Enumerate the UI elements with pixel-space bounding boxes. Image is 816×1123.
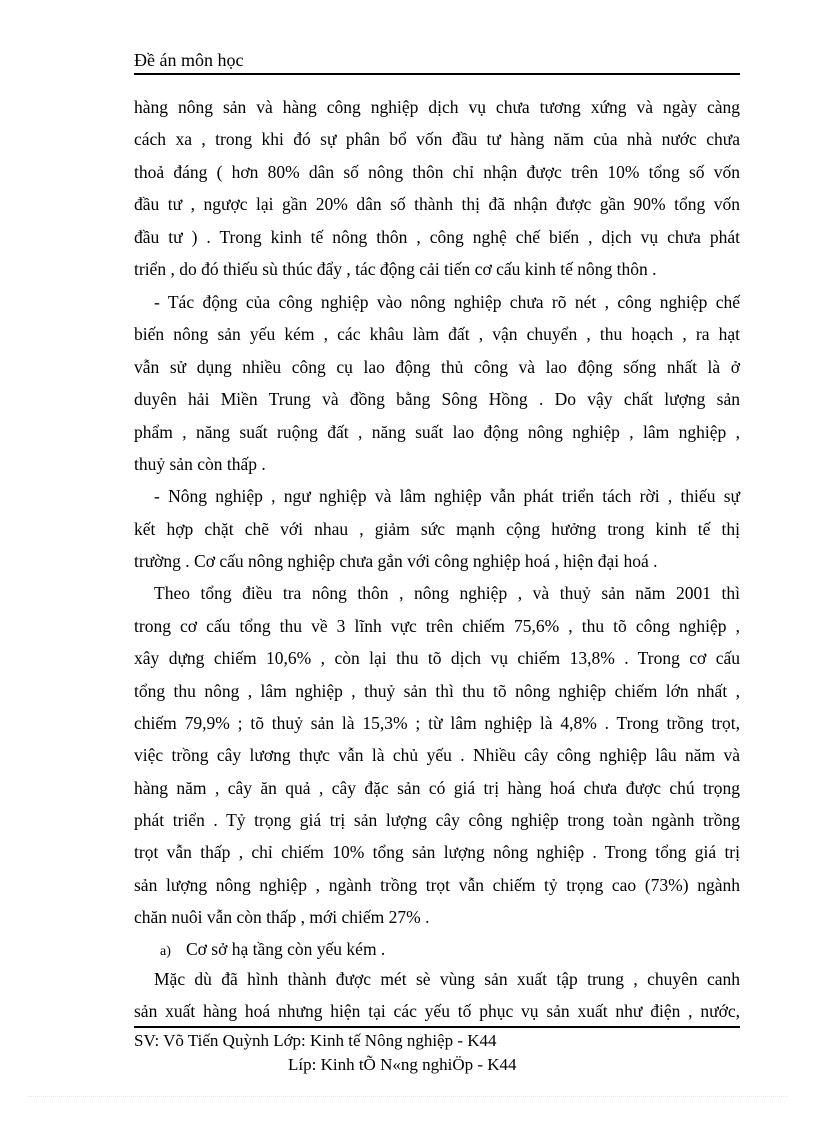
text-line: chiếm 79,9% ; tõ thuỷ sản là 15,3% ; từ lâm nghiệp là 4,8% . Trong trồng trọt, — [134, 713, 740, 733]
subsection-heading — [160, 937, 740, 964]
text-line: cách xa , trong khi đó sự phân bổ vốn đầu tư hàng năm của nhà nước chưa — [134, 129, 740, 149]
footer-class-line: Líp: Kinh tÕ N«ng nghiÖp - K44 — [288, 1055, 517, 1074]
text-line: duyên hải Miền Trung và đồng bằng Sông Hồng . Do vậy chất lượng sản — [134, 389, 740, 409]
text-line: triển , do đó thiếu sù thúc đẩy , tác động cải tiến cơ cấu kinh tế nông thôn . — [134, 259, 657, 279]
page-edge-dots — [28, 1096, 788, 1097]
text-line: sản lượng nông nghiệp , ngành trồng trọt vẫn chiếm tỷ trọng cao (73%) ngành — [134, 875, 740, 895]
text-line: việc trồng cây lương thực vẫn là chủ yếu . Nhiều cây công nghiệp lâu năm và — [134, 745, 740, 765]
text-line: hàng năm , cây ăn quả , cây đặc sản có giá trị hàng hoá chưa được chú trọng — [134, 778, 740, 798]
text-line: biến nông sản yếu kém , các khâu làm đất , vận chuyển , thu hoạch , ra hạt — [134, 324, 740, 344]
text-line: kết hợp chặt chẽ với nhau , giảm sức mạnh cộng hưởng trong kinh tế thị — [134, 519, 740, 539]
text-line: trường . Cơ cấu nông nghiệp chưa gắn với công nghiệp hoá , hiện đại hoá . — [134, 551, 658, 571]
text-line: vẫn sử dụng nhiều công cụ lao động thủ công và lao động sống nhất là ở — [134, 357, 740, 377]
text-line: phát triển . Tỷ trọng giá trị sản lượng cây công nghiệp trong toàn ngành trồng — [134, 810, 740, 830]
text-line: đầu tư , ngược lại gần 20% dân số thành thị đã nhận được gần 90% tổng vốn — [134, 194, 740, 214]
text-line: tổng thu nông , lâm nghiệp , thuỷ sản thì thu tõ nông nghiệp chiếm lớn nhất , — [134, 681, 740, 701]
header-rule — [134, 73, 740, 75]
text-line: phẩm , năng suất ruộng đất , năng suất lao động nông nghiệp , lâm nghiệp , — [134, 422, 740, 442]
text-line: hàng nông sản và hàng công nghiệp dịch vụ chưa tương xứng và ngày càng — [134, 97, 740, 117]
text-line: thuỷ sản còn thấp . — [134, 454, 266, 474]
text-line: - Nông nghiệp , ngư nghiệp và lâm nghiệp vẫn phát triển tách rời , thiếu sự — [154, 486, 740, 506]
text-line: Mặc dù đã hình thành được mét sè vùng sản xuất tập trung , chuyên canh — [154, 969, 740, 989]
footer-student-line: SV: Võ Tiến Quỳnh Lớp: Kinh tế Nông nghiệp - K44 — [134, 1031, 497, 1050]
text-line: - Tác động của công nghiệp vào nông nghiệp chưa rõ nét , công nghiệp chế — [154, 292, 740, 312]
subsection-label: a) — [160, 944, 171, 959]
text-line: đầu tư ) . Trong kinh tế nông thôn , công nghệ chế biến , dịch vụ chưa phát — [134, 227, 740, 247]
text-line: thoả đáng ( hơn 80% dân số nông thôn chỉ nhận được trên 10% tổng số vốn — [134, 162, 740, 182]
text-line: xây dựng chiếm 10,6% , còn lại thu tõ dịch vụ chiếm 13,8% . Trong cơ cấu — [134, 648, 740, 668]
text-line: chăn nuôi vẫn còn thấp , mới chiếm 27% . — [134, 907, 430, 927]
text-line: trong cơ cấu tổng thu về 3 lĩnh vực trên chiếm 75,6% , thu tõ công nghiệp , — [134, 616, 740, 636]
text-line: sản xuất hàng hoá nhưng hiện tại các yếu tố phục vụ sản xuất như điện , nước, — [134, 1001, 740, 1021]
page-header-title: Đề án môn học — [134, 50, 244, 70]
text-line: trọt vẫn thấp , chỉ chiếm 10% tổng sản lượng nông nghiệp . Trong tổng giá trị — [134, 842, 740, 862]
text-line: Theo tổng điều tra nông thôn , nông nghiệp , và thuỷ sản năm 2001 thì — [154, 583, 740, 603]
subsection-title: Cơ sở hạ tầng còn yếu kém . — [186, 939, 386, 959]
footer-rule — [134, 1026, 740, 1028]
